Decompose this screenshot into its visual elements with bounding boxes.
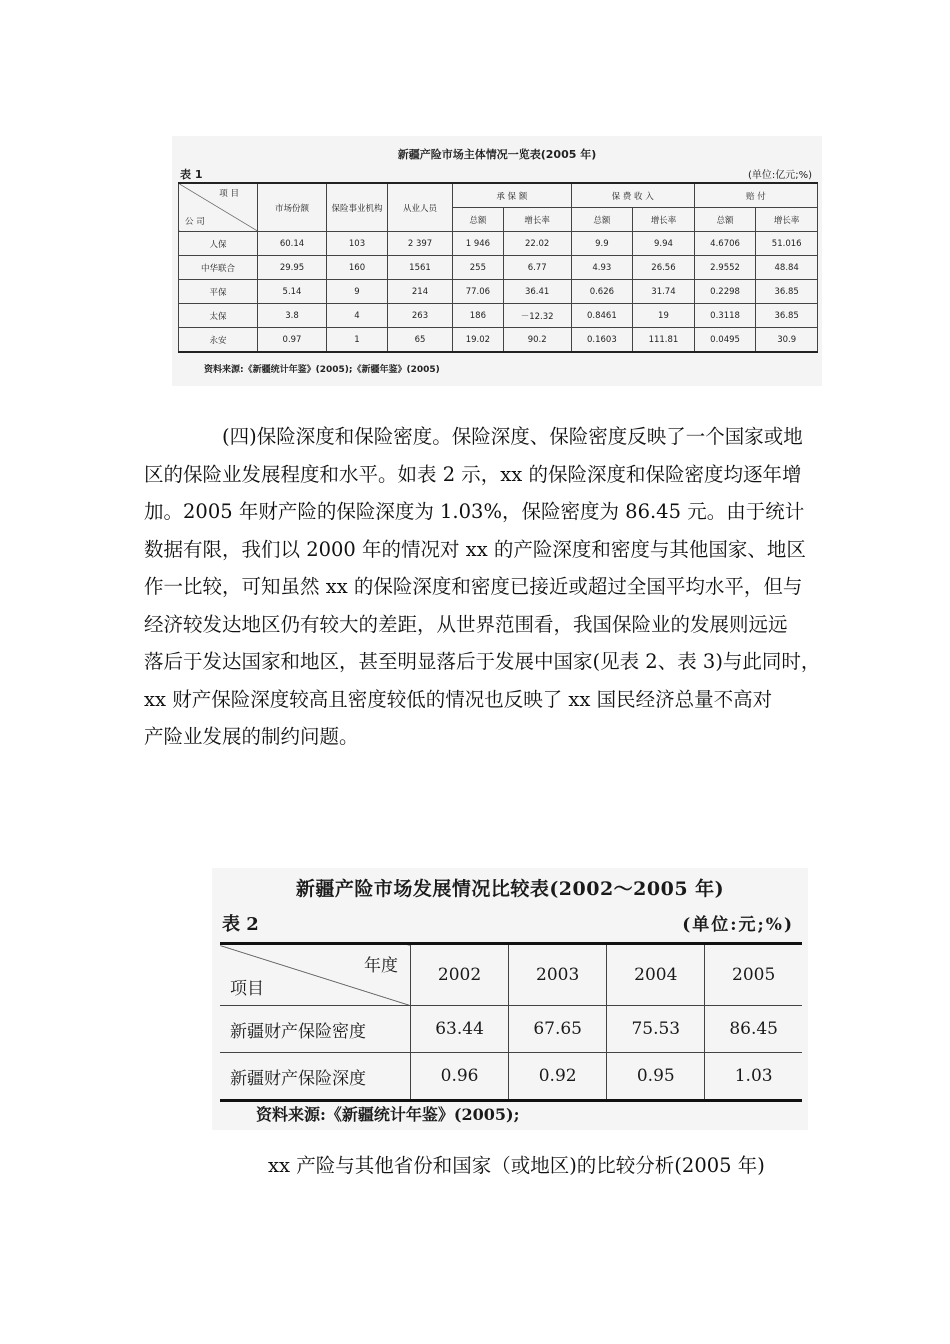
- table2-figure: [212, 868, 808, 1130]
- table1-title: 新疆产险市场主体情况一览表(2005 年): [397, 148, 597, 161]
- table-cell: 19: [633, 304, 695, 328]
- table-cell: 36.85: [756, 280, 818, 304]
- paragraph-line: 作一比较，可知虽然 xx 的保险深度和密度已接近或超过全国平均水平，但与: [144, 575, 803, 598]
- table-row: [220, 1006, 802, 1053]
- table-cell: 0.97: [258, 328, 327, 353]
- table-cell: 186: [453, 304, 504, 328]
- company-cell: 人保: [179, 232, 258, 256]
- table1: [178, 182, 818, 353]
- table-cell: 214: [388, 280, 453, 304]
- table1-corner-cell: [179, 183, 258, 232]
- paragraph-line: (四)保险深度和保险密度。保险深度、保险密度反映了一个国家或地: [222, 425, 803, 448]
- table-cell: 9.9: [571, 232, 633, 256]
- table-cell: 36.85: [756, 304, 818, 328]
- table-cell: 255: [453, 256, 504, 280]
- table2-source: 资料来源:《新疆统计年鉴》(2005);: [256, 1105, 520, 1124]
- table-row: [179, 328, 818, 353]
- table-cell: 0.2298: [694, 280, 756, 304]
- section-caption: xx 产险与其他省份和国家（或地区)的比较分析(2005 年): [268, 1154, 765, 1177]
- item-cell: 新疆财产保险深度: [220, 1053, 411, 1101]
- table-cell: 75.53: [607, 1006, 705, 1053]
- table-cell: 67.65: [509, 1006, 607, 1053]
- paragraph-line: 加。2005 年财产险的保险深度为 1.03%，保险密度为 86.45 元。由于统计: [144, 500, 805, 523]
- table-cell: 1: [327, 328, 388, 353]
- table-cell: 6.77: [503, 256, 571, 280]
- table-cell: 65: [388, 328, 453, 353]
- table1-unit: (单位:亿元;%): [747, 170, 812, 181]
- table1-subheader-growth: 增长率: [633, 208, 695, 232]
- table1-figure: [172, 136, 822, 386]
- table1-label: 表 1: [180, 168, 203, 181]
- year-header: 2005: [705, 944, 802, 1006]
- table2: [220, 942, 802, 1102]
- table-cell: 4.6706: [694, 232, 756, 256]
- company-cell: 平保: [179, 280, 258, 304]
- table-cell: 1561: [388, 256, 453, 280]
- paragraph-line: xx 财产保险深度较高且密度较低的情况也反映了 xx 国民经济总量不高对: [144, 687, 773, 711]
- table-cell: 4: [327, 304, 388, 328]
- table-cell: 2 397: [388, 232, 453, 256]
- table-cell: 3.8: [258, 304, 327, 328]
- table2-title: 新疆产险市场发展情况比较表(2002～2005 年): [295, 878, 725, 900]
- table-row: [179, 304, 818, 328]
- table1-subheader-total: 总额: [453, 208, 504, 232]
- table-cell: 111.81: [633, 328, 695, 353]
- table-cell: 5.14: [258, 280, 327, 304]
- table-cell: 0.8461: [571, 304, 633, 328]
- table2-corner-bottom: 项目: [230, 979, 264, 999]
- table-cell: 2.9552: [694, 256, 756, 280]
- table-cell: 19.02: [453, 328, 504, 353]
- year-header: 2004: [607, 944, 705, 1006]
- table-cell: 1 946: [453, 232, 504, 256]
- table1-corner-bottom: 公 司: [185, 217, 205, 227]
- table-row: [220, 1053, 802, 1101]
- company-cell: 中华联合: [179, 256, 258, 280]
- item-cell: 新疆财产保险密度: [220, 1006, 411, 1053]
- table-cell: 9: [327, 280, 388, 304]
- table1-subheader-growth: 增长率: [756, 208, 818, 232]
- table1-header-market-share: 市场份额: [258, 183, 327, 232]
- table-cell: 86.45: [705, 1006, 802, 1053]
- table-cell: －12.32: [503, 304, 571, 328]
- table-cell: 0.3118: [694, 304, 756, 328]
- table-cell: 26.56: [633, 256, 695, 280]
- paragraph-line: 经济较发达地区仍有较大的差距，从世界范围看，我国保险业的发展则远远: [144, 612, 788, 636]
- table-cell: 51.016: [756, 232, 818, 256]
- table-cell: 30.9: [756, 328, 818, 353]
- table-row: [179, 232, 818, 256]
- table1-subheader-growth: 增长率: [503, 208, 571, 232]
- table-header-row: [220, 944, 802, 1006]
- table-cell: 0.0495: [694, 328, 756, 353]
- table-cell: 22.02: [503, 232, 571, 256]
- table-cell: 4.93: [571, 256, 633, 280]
- table1-header-claims: 赔 付: [694, 183, 817, 208]
- table-cell: 263: [388, 304, 453, 328]
- table1-header-branches: 保险事业机构: [327, 183, 388, 232]
- table-cell: 63.44: [411, 1006, 509, 1053]
- table-cell: 160: [327, 256, 388, 280]
- table-cell: 0.626: [571, 280, 633, 304]
- table1-subheader-total: 总额: [571, 208, 633, 232]
- year-header: 2003: [509, 944, 607, 1006]
- table1-corner-top: 项 目: [219, 189, 239, 199]
- year-header: 2002: [411, 944, 509, 1006]
- table-cell: 0.1603: [571, 328, 633, 353]
- table-cell: 1.03: [705, 1053, 802, 1101]
- company-cell: 太保: [179, 304, 258, 328]
- paragraph-line: 产险业发展的制约问题。: [144, 725, 359, 748]
- paragraph-line: 数据有限，我们以 2000 年的情况对 xx 的产险深度和密度与其他国家、地区: [144, 537, 806, 561]
- table-row: [179, 280, 818, 304]
- company-cell: 永安: [179, 328, 258, 353]
- table1-subheader-total: 总额: [694, 208, 756, 232]
- table-cell: 9.94: [633, 232, 695, 256]
- table2-label: 表 2: [222, 914, 259, 935]
- table1-header-underwriting: 承 保 额: [453, 183, 572, 208]
- paragraph-line: 落后于发达国家和地区，甚至明显落后于发展中国家(见表 2、表 3)与此同时，: [144, 650, 821, 673]
- table-row: [179, 256, 818, 280]
- table-cell: 60.14: [258, 232, 327, 256]
- body-paragraph: [144, 418, 824, 756]
- table-cell: 103: [327, 232, 388, 256]
- table1-header-premium: 保 费 收 入: [571, 183, 694, 208]
- table-cell: 0.92: [509, 1053, 607, 1101]
- table-cell: 0.96: [411, 1053, 509, 1101]
- table-cell: 90.2: [503, 328, 571, 353]
- table1-header-staff: 从业人员: [388, 183, 453, 232]
- table2-corner-top: 年度: [364, 956, 398, 976]
- table-cell: 0.95: [607, 1053, 705, 1101]
- table-cell: 48.84: [756, 256, 818, 280]
- table2-unit: (单位:元;%): [682, 915, 794, 935]
- table-cell: 29.95: [258, 256, 327, 280]
- paragraph-line: 区的保险业发展程度和水平。如表 2 示，xx 的保险深度和保险密度均逐年增: [144, 462, 802, 486]
- table1-source: 资料来源:《新疆统计年鉴》(2005);《新疆年鉴》(2005): [204, 365, 440, 375]
- table-cell: 77.06: [453, 280, 504, 304]
- table-cell: 31.74: [633, 280, 695, 304]
- table2-corner-cell: [220, 944, 411, 1006]
- table-cell: 36.41: [503, 280, 571, 304]
